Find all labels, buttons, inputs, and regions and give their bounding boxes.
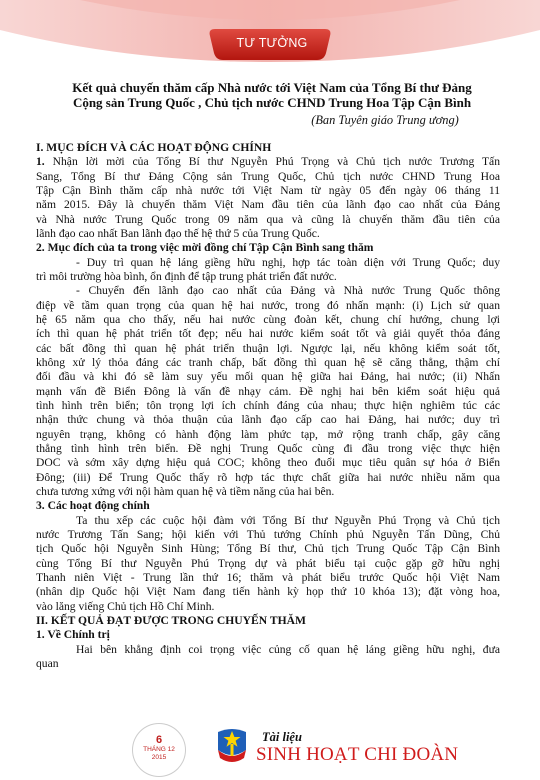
body-line: 1. Nhận lời mời của Tổng Bí thư Nguyễn Phú Trọng và Chủ tịch nước Trương Tấn <box>36 155 500 169</box>
body-line: Sang, Tổng Bí thư Đảng Cộng sản Trung Quốc, Chủ tịch nước CHND Trung Hoa <box>36 169 500 183</box>
issue-date: THÁNG 12 2015 <box>143 746 175 761</box>
magazine-name: SINH HOẠT CHI ĐOÀN <box>256 744 459 765</box>
body-line: và Nhà nước Trung Quốc trong 09 năm qua và cũng là chuyến thăm đầu tiên của <box>36 212 500 226</box>
section-heading: 2. Mục đích của ta trong việc mời đồng chí Tập Cận Bình sang thăm <box>36 241 374 255</box>
youth-union-emblem-icon <box>214 724 250 766</box>
body-line: các bất đồng thì quan hệ phát triển thuận lợi. Ngược lại, nếu không kiểm soát tốt, <box>36 341 500 355</box>
section-heading: I. MỤC ĐÍCH VÀ CÁC HOẠT ĐỘNG CHÍNH <box>36 141 272 154</box>
body-line: Hai bên khẳng định coi trọng việc củng cố quan hệ láng giềng hữu nghị, đưa <box>76 642 500 656</box>
body-line: tịch Quốc hội Nguyễn Sinh Hùng; Tổng Bí thư, Chủ tịch Trung Quốc Tập Cận Bình <box>36 542 500 556</box>
body-line: trì môi trường hòa bình, ổn định để tập trung phát triển đất nước. <box>36 269 337 283</box>
body-line: DOC và sớm xây dựng hiệu quả COC; không theo đuổi mục tiêu quân sự hóa ở Biển <box>36 456 500 470</box>
body-line: đối đầu và khi đó sẽ làm suy yếu mối quan hệ giữa hai Đảng, hai nước; (ii) Nhấn <box>36 370 500 384</box>
body-line: mạnh vấn đề Biển Đông là vấn đề nhạy cảm. Đề nghị hai bên kiểm soát hiệu quả <box>36 384 500 398</box>
body-line: nguyên trạng, không có hành động làm phức tạp, mở rộng tranh chấp, gây căng <box>36 427 500 441</box>
body-line: nhận thức chung và thỏa thuận của lãnh đạo cấp cao hai Đảng, hai nước; duy trì <box>36 413 500 427</box>
body-line: Đông; (iii) Để Trung Quốc thấy rõ hợp tác thực chất giữa hai nước nhiều năm qua <box>36 470 500 484</box>
body-line: điệp về tầm quan trọng của quan hệ hai nước, trong đó nhấn mạnh: (i) Lịch sử quan <box>36 298 500 312</box>
body-line: - Chuyển đến lãnh đạo cao nhất của Đảng và Nhà nước Trung Quốc thông <box>76 284 500 298</box>
body-line: năm 2015. Đây là chuyến thăm Việt Nam đầu tiên của lãnh đạo cao nhất của Đảng <box>36 198 500 212</box>
article-title-line-2: Cộng sản Trung Quốc , Chủ tịch nước CHND Trung Hoa Tập Cận Bình <box>72 95 472 110</box>
body-line: chưa tương xứng với nội hàm quan hệ và tiềm năng của hai bên. <box>36 484 335 498</box>
section-heading: 1. Về Chính trị <box>36 628 110 642</box>
banner-graphic <box>0 0 540 70</box>
body-line: cùng Tổng Bí thư Nguyễn Phú Trọng dự và phát biểu tại cuộc gặp gỡ hữu nghị <box>36 556 500 570</box>
section-heading: II. KẾT QUẢ ĐẠT ĐƯỢC TRONG CHUYẾN THĂM <box>36 613 306 627</box>
body-line: thẳng tình hình trên biển. Đề nghị Trung Quốc cùng đi đầu trong việc thực hiện <box>36 441 500 455</box>
body-line: không xử lý thỏa đáng các tranh chấp, bất đồng thì quan hệ sẽ căng thẳng, thậm chí <box>36 355 500 369</box>
article-title-line-1: Kết quả chuyến thăm cấp Nhà nước tới Việt Nam của Tổng Bí thư Đảng <box>72 80 472 95</box>
section-banner <box>0 0 540 70</box>
section-label: TƯ TƯỞNG <box>236 36 308 50</box>
body-line: - Duy trì quan hệ láng giềng hữu nghị, hợp tác toàn diện với Trung Quốc; duy <box>76 255 500 269</box>
body-line: lãnh đạo cao nhất Ban lãnh đạo thế hệ thứ 5 của Trung Quốc. <box>36 226 320 240</box>
body-line: quan <box>36 656 59 670</box>
body-line: Tập Cận Bình thăm cấp nhà nước tới Việt Nam từ ngày 05 đến ngày 06 tháng 11 <box>36 183 500 197</box>
page-number-badge <box>133 724 185 776</box>
article-source: (Ban Tuyên giáo Trung ương) <box>311 113 459 127</box>
body-line: vào lăng viếng Chủ tịch Hồ Chí Minh. <box>36 599 215 613</box>
body-line: Ta thu xếp các cuộc hội đàm với Tổng Bí thư Nguyễn Phú Trọng và Chủ tịch <box>76 513 500 527</box>
body-line: hệ 65 năm qua cho thấy, nếu hai nước cùng đoàn kết, chung chí hướng, chung lợi <box>36 312 500 326</box>
article-title <box>44 80 500 110</box>
section-heading: 3. Các hoạt động chính <box>36 499 150 513</box>
body-line: (nhân dịp Quốc hội Việt Nam đang tiến hành kỳ họp thứ 10 khóa 13); đặt vòng hoa, <box>36 585 500 599</box>
body-line: nước Trương Tấn Sang; hội kiến với Thủ tướng Chính phủ Nguyễn Tấn Dũng, Chủ <box>36 527 500 541</box>
body-line: Thanh niên Việt - Trung lần thứ 16; thăm và phát biểu trước Quốc hội Việt Nam <box>36 570 500 584</box>
body-line: tình hình trên biển; tôn trọng lợi ích chính đáng của nhau; thực hiện nghiêm túc các <box>36 398 500 412</box>
page-number: 6 <box>155 734 163 746</box>
series-label: Tài liệu <box>262 730 302 744</box>
body-line: ích thì quan hệ phát triển tốt đẹp; nếu hai nước kiểm soát tốt và giải quyết thỏa đáng <box>36 327 500 341</box>
